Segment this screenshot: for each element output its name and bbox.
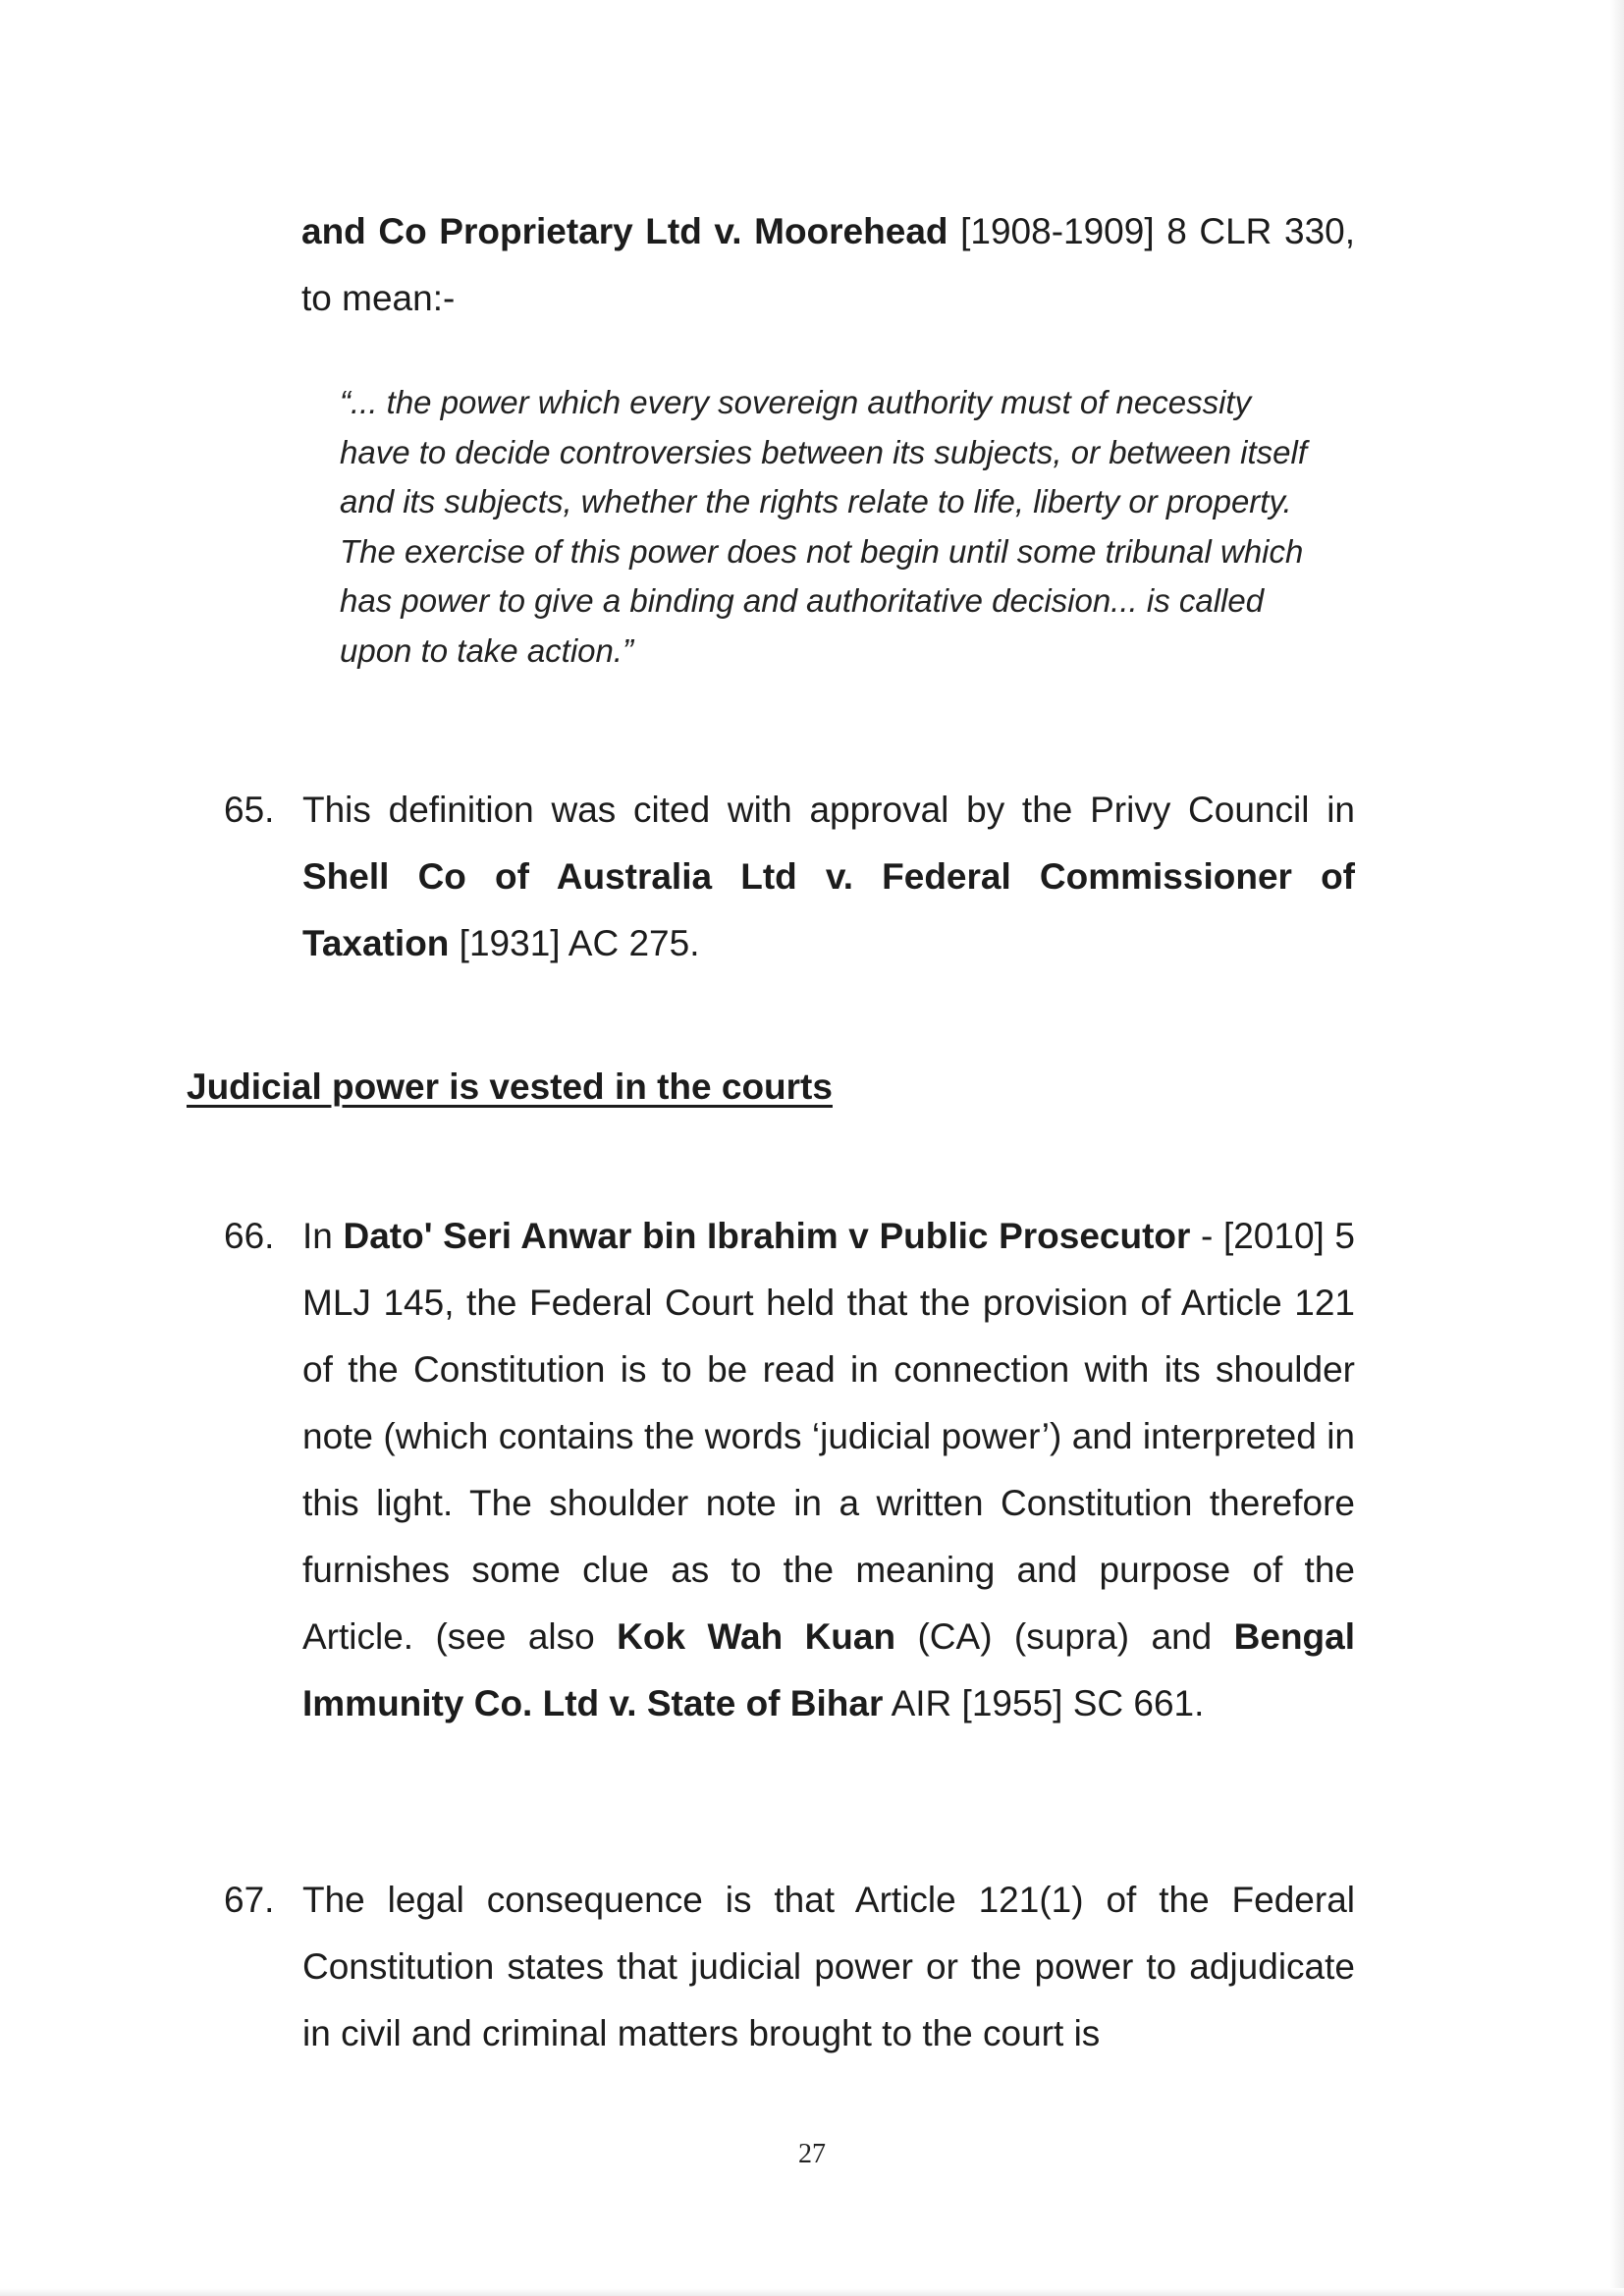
paragraph-number: 67. [224,1880,275,1920]
case-name-moorehead: and Co Proprietary Ltd v. Moorehead [301,211,948,251]
continuation-text [301,198,1355,332]
section-heading: Judicial power is vested in the courts [187,1066,833,1107]
text-segment: The legal consequence is that Article 121(1) of the Federal Constitution states that judicial power or the power to adjudicate in civil and criminal matters brought to the court is [302,1880,1355,2053]
paragraph-text [302,1203,1355,1737]
paragraph-text [302,1867,1355,2067]
text-segment: [1931] AC 275. [449,923,700,963]
paragraph-number: 66. [224,1216,275,1256]
paragraph-66 [224,1203,1355,1737]
scan-edge-right [1610,0,1624,2296]
text-segment: AIR [1955] SC 661. [883,1683,1205,1723]
paragraph-number: 65. [224,790,275,830]
page-number: 27 [798,2139,826,2169]
paragraph-text [302,777,1355,977]
block-quote: “... the power which every sovereign authority must of necessity have to decide controversies between its subjects, or between itself and its subjects, whether the rights relate to life, liberty or property. The exercise of this power does not begin until some tribunal which has power to give a binding and authoritative decision... is called upon to take action.” [340,384,1308,669]
scan-edge-bottom [0,2288,1624,2296]
case-name-shell: Shell Co of Australia Ltd v. Federal Commissioner of Taxation [302,856,1355,963]
paragraph-67 [224,1867,1355,2067]
case-name-kok-wah-kuan: Kok Wah Kuan [617,1616,896,1657]
case-name-bengal-immunity: Bengal Immunity Co. Ltd v. State of Bihar [302,1616,1356,1723]
paragraph-65 [224,777,1355,977]
text-segment: This definition was cited with approval by the Privy Council in [302,790,1355,830]
text-segment: (CA) (supra) and [895,1616,1234,1657]
case-name-anwar: Dato' Seri Anwar bin Ibrahim v Public Prosecutor [343,1216,1191,1256]
text-segment: In [302,1216,344,1256]
text-segment: - [2010] 5 MLJ 145, the Federal Court held that the provision of Article 121 of the Constitution is to be read in connection with its shoulder note (which contains the words ‘judicial power’) and interpreted in this light. The shoulder note in a written Constitution therefore furnishes some clue as to the meaning and purpose of the Article. (see also [302,1216,1356,1657]
citation-text: [1908-1909] 8 CLR 330, to mean:- [301,211,1356,318]
